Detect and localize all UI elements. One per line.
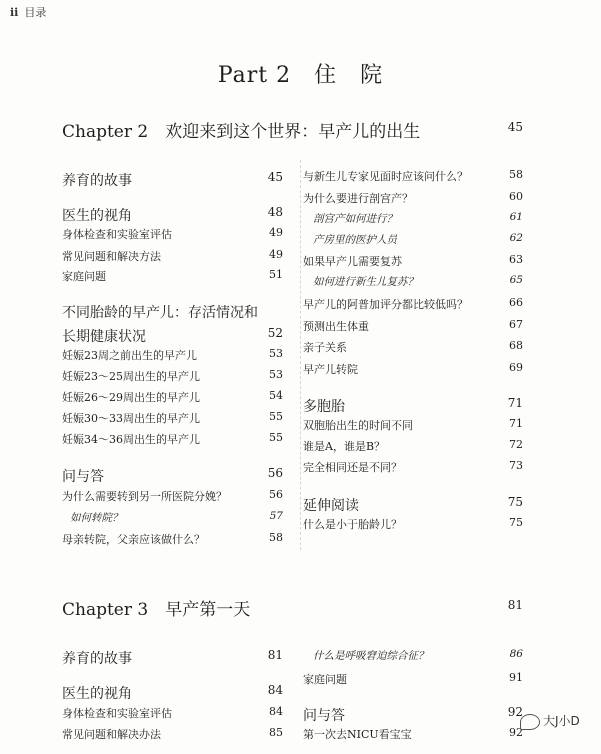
toc-entry: [62, 431, 283, 447]
toc-entry: [313, 232, 523, 247]
toc-entry-page: 84: [267, 683, 283, 697]
toc-entry-label: 早产儿的阿普加评分都比较低吗？: [303, 298, 468, 311]
toc-entry-label: 妊娠23～25周出生的早产儿: [62, 370, 200, 383]
toc-entry-label: 如果早产儿需要复苏: [303, 255, 402, 268]
toc-entry-label: 什么是小于胎龄儿？: [303, 518, 402, 531]
part-title: Part 2 住 院: [217, 63, 384, 88]
toc-entry: [62, 466, 283, 486]
toc-entry-page: 92: [509, 726, 523, 739]
toc-entry: [62, 389, 283, 405]
toc-entry-label: 什么是呼吸窘迫综合征？: [313, 650, 429, 662]
toc-entry: [62, 368, 283, 384]
toc-entry: [303, 318, 523, 334]
toc-entry-page: 58: [509, 168, 523, 181]
toc-entry: [303, 516, 523, 532]
toc-entry-label: 延伸阅读: [303, 498, 359, 514]
toc-entry-page: 91: [509, 671, 523, 684]
header-label: 目录: [24, 6, 47, 19]
toc-entry-page: 86: [509, 648, 523, 660]
toc-entry-page: 55: [269, 431, 283, 444]
toc-entry-page: 69: [509, 361, 523, 374]
toc-entry-label: 问与答: [62, 469, 104, 485]
toc-entry: [313, 211, 523, 226]
toc-entry-page: 63: [509, 253, 523, 266]
toc-entry: [303, 396, 523, 416]
toc-entry: [303, 361, 523, 377]
toc-entry-page: 58: [269, 531, 283, 544]
toc-entry: [303, 190, 523, 206]
toc-entry-page: 81: [267, 648, 283, 662]
column-divider: [300, 160, 301, 550]
toc-entry-label: 身体检查和实验室评估: [62, 228, 172, 241]
toc-entry: [62, 705, 283, 721]
toc-entry: [62, 226, 283, 242]
toc-entry: [303, 726, 523, 742]
toc-entry: [62, 268, 283, 284]
watermark-text: 大J小D: [543, 714, 580, 728]
toc-entry-label: 第一次去NICU看宝宝: [303, 728, 412, 741]
toc-entry: [303, 705, 523, 725]
toc-entry-page: 67: [509, 318, 523, 331]
toc-entry-page: 53: [269, 368, 283, 381]
toc-entry-label: 问与答: [303, 708, 345, 724]
toc-entry-page: 48: [267, 205, 283, 219]
toc-entry-page: 75: [509, 516, 523, 529]
toc-entry: [62, 205, 283, 225]
toc-entry-page: 62: [509, 232, 523, 244]
toc-entry: [62, 726, 283, 742]
toc-entry: [313, 648, 523, 663]
chapter-2-title: Chapter 2 欢迎来到这个世界：早产儿的出生: [62, 122, 421, 142]
toc-entry-label: 亲子关系: [303, 341, 347, 354]
toc-entry-page: 57: [269, 510, 283, 522]
chapter-2-page: 45: [507, 120, 523, 134]
toc-entry: [303, 253, 523, 269]
toc-entry-page: 85: [269, 726, 283, 739]
wechat-icon: [520, 714, 540, 730]
toc-entry-label: 常见问题和解决方法: [62, 250, 161, 263]
toc-entry: [303, 438, 523, 454]
toc-entry: [62, 648, 283, 668]
toc-entry: [62, 347, 283, 363]
toc-entry-label: 家庭问题: [303, 673, 347, 686]
toc-entry-label: 如何进行新生儿复苏？: [313, 276, 418, 288]
toc-entry-page: 49: [269, 248, 283, 261]
toc-entry-label: 身体检查和实验室评估: [62, 707, 172, 720]
toc-entry-page: 49: [269, 226, 283, 239]
chapter-3-page: 81: [507, 598, 523, 612]
toc-entry: [303, 339, 523, 355]
toc-entry-label: 家庭问题: [62, 270, 106, 283]
toc-entry: [303, 495, 523, 515]
toc-entry-label: 妊娠30～33周出生的早产儿: [62, 412, 200, 425]
toc-entry-page: 61: [509, 211, 523, 223]
toc-entry: [303, 417, 523, 433]
toc-entry-page: 53: [269, 347, 283, 360]
chapter-3-title: Chapter 3 早产第一天: [62, 600, 251, 620]
toc-entry: [62, 410, 283, 426]
watermark: [520, 712, 580, 730]
toc-entry-page: 73: [509, 459, 523, 472]
toc-entry-page: 92: [507, 705, 523, 719]
toc-entry-label: 完全相同还是不同？: [303, 461, 402, 474]
toc-entry-label: 多胞胎: [303, 399, 345, 415]
toc-entry-page: 71: [507, 396, 523, 410]
toc-entry-label: 为什么要进行剖宫产？: [303, 192, 413, 205]
toc-entry: [313, 274, 523, 289]
toc-entry: [62, 531, 283, 547]
toc-entry-label: 养育的故事: [62, 173, 132, 189]
toc-entry: [62, 248, 283, 264]
toc-entry-label: 医生的视角: [62, 686, 132, 702]
toc-entry-page: 52: [267, 326, 283, 340]
toc-entry-page: 71: [509, 417, 523, 430]
toc-entry-label: 与新生儿专家见面时应该问什么？: [303, 170, 468, 183]
toc-entry: [62, 170, 283, 190]
toc-entry: [62, 488, 283, 504]
toc-entry-page: 75: [507, 495, 523, 509]
toc-entry: [62, 326, 283, 346]
toc-entry-page: 51: [269, 268, 283, 281]
toc-entry-label: 常见问题和解决办法: [62, 728, 161, 741]
toc-entry-label: 妊娠26～29周出生的早产儿: [62, 391, 200, 404]
toc-entry: [303, 459, 523, 475]
toc-entry-label: 为什么需要转到另一所医院分娩？: [62, 490, 227, 503]
toc-entry-label: 产房里的医护人员: [313, 234, 397, 246]
toc-entry-page: 72: [509, 438, 523, 451]
toc-entry-page: 65: [509, 274, 523, 286]
toc-entry: [303, 671, 523, 687]
toc-entry: [62, 683, 283, 703]
toc-entry: [303, 168, 523, 184]
toc-entry-label: 长期健康状况: [62, 329, 146, 345]
toc-entry-label: 双胞胎出生的时间不同: [303, 419, 413, 432]
toc-entry: [70, 510, 283, 525]
toc-entry-label: 谁是A，谁是B？: [303, 440, 386, 453]
toc-entry-label: 妊娠34～36周出生的早产儿: [62, 433, 200, 446]
toc-entry-page: 84: [269, 705, 283, 718]
toc-entry-label: 医生的视角: [62, 208, 132, 224]
toc-entry-label: 妊娠23周之前出生的早产儿: [62, 349, 197, 362]
toc-entry-page: 45: [267, 170, 283, 184]
toc-entry-page: 55: [269, 410, 283, 423]
page-numeral: ii: [10, 6, 19, 19]
toc-entry-page: 60: [509, 190, 523, 203]
toc-entry-page: 54: [269, 389, 283, 402]
toc-entry-label: 如何转院？: [70, 512, 123, 524]
toc-entry-page: 68: [509, 339, 523, 352]
toc-entry-page: 66: [509, 296, 523, 309]
toc-entry-label: 养育的故事: [62, 651, 132, 667]
toc-entry-page: 56: [269, 488, 283, 501]
toc-entry: [62, 302, 258, 322]
toc-entry-page: 56: [267, 466, 283, 480]
running-header: [10, 4, 46, 20]
toc-entry-label: 预测出生体重: [303, 320, 369, 333]
toc-entry-label: 剖宫产如何进行？: [313, 213, 397, 225]
toc-entry: [303, 296, 523, 312]
toc-entry-label: 母亲转院，父亲应该做什么？: [62, 533, 205, 546]
toc-entry-label: 不同胎龄的早产儿：存活情况和: [62, 305, 258, 321]
toc-entry-label: 早产儿转院: [303, 363, 358, 376]
